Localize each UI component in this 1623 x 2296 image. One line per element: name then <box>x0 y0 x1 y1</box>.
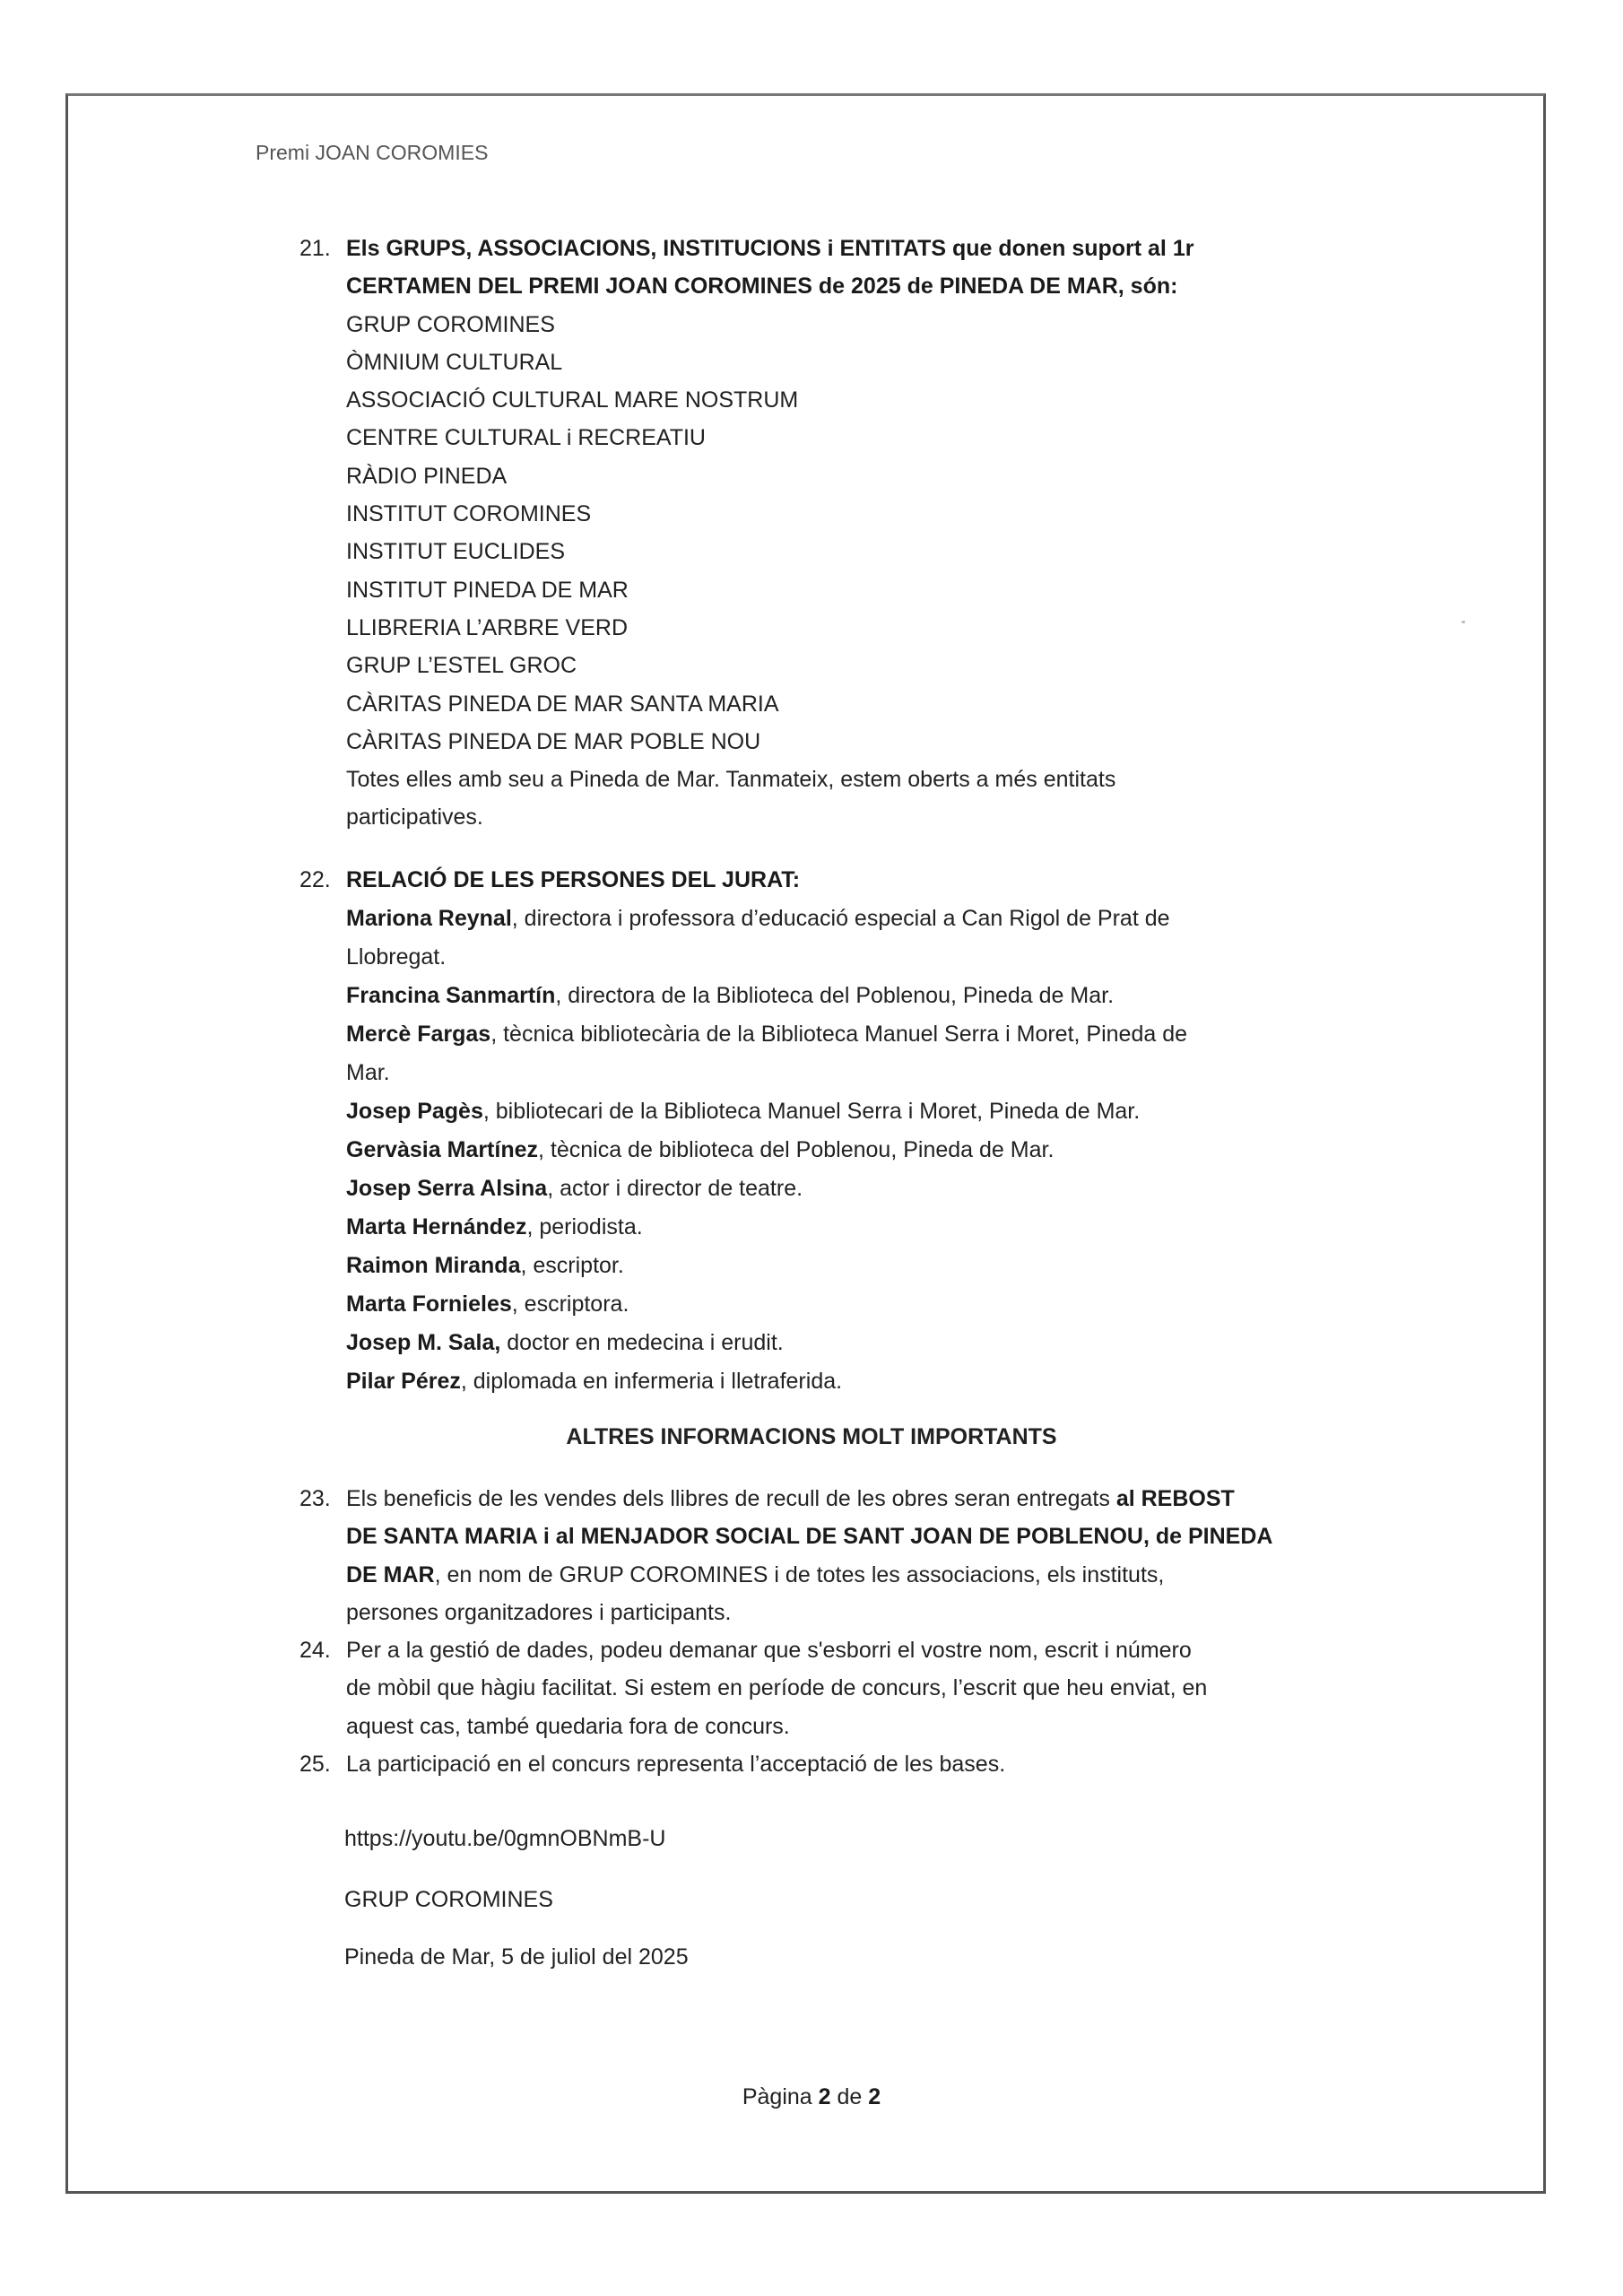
text-line <box>299 1131 1187 1170</box>
text-line <box>299 1631 1272 1669</box>
text: INSTITUT PINEDA DE MAR <box>346 577 629 603</box>
text-line <box>299 798 1193 836</box>
text-line <box>299 647 1193 684</box>
text: La participació en el concurs representa l’acceptació de les bases. <box>346 1752 1006 1778</box>
text-line <box>299 723 1193 761</box>
bold-text: Gervàsia Martínez <box>346 1137 538 1162</box>
text: , directora i professora d’educació especial a Can Rigol de Prat de <box>511 906 1170 931</box>
text: CENTRE CULTURAL i RECREATIU <box>346 425 706 451</box>
text-line <box>299 761 1193 798</box>
other-info-title: ALTRES INFORMACIONS MOLT IMPORTANTS <box>566 1424 1057 1449</box>
item-number: 24. <box>299 1638 331 1664</box>
text-line <box>299 609 1193 647</box>
text: , escriptora. <box>511 1292 629 1317</box>
text-line <box>299 1669 1272 1707</box>
text: , en nom de GRUP COROMINES i de totes les associacions, els instituts, <box>434 1561 1165 1587</box>
text: Llobregat. <box>346 944 447 970</box>
bold-text: Marta Hernández <box>346 1214 527 1239</box>
signature: GRUP COROMINES <box>344 1887 553 1912</box>
text-line <box>299 1480 1272 1518</box>
text-line <box>299 1170 1187 1208</box>
text: GRUP L’ESTEL GROC <box>346 653 577 679</box>
text: , diplomada en infermeria i lletraferida. <box>460 1369 843 1394</box>
text-line <box>299 1556 1272 1594</box>
section-21 <box>299 230 1193 837</box>
text-line <box>299 267 1193 305</box>
page-current: 2 <box>818 2084 831 2109</box>
bold-text: Pilar Pérez <box>346 1369 461 1394</box>
bold-text: Francina Sanmartín <box>346 983 556 1008</box>
text: , tècnica bibliotecària de la Biblioteca Manuel Serra i Moret, Pineda de <box>490 1022 1188 1047</box>
text: INSTITUT EUCLIDES <box>346 539 566 565</box>
bold-text: Mercè Fargas <box>346 1022 491 1047</box>
text: ASSOCIACIÓ CULTURAL MARE NOSTRUM <box>346 387 799 413</box>
text: , tècnica de biblioteca del Poblenou, Pineda de Mar. <box>538 1137 1055 1162</box>
text: INSTITUT COROMINES <box>346 501 592 527</box>
text: Mar. <box>346 1060 390 1085</box>
page-total: 2 <box>868 2084 881 2109</box>
text-line <box>299 1054 1187 1092</box>
page-prefix: Pàgina <box>742 2084 819 2109</box>
text: CÀRITAS PINEDA DE MAR POBLE NOU <box>346 728 761 754</box>
page-header: Premi JOAN COROMIES <box>256 141 489 164</box>
text: RÀDIO PINEDA <box>346 463 508 489</box>
text-line <box>299 1208 1187 1247</box>
page-number <box>0 2084 1623 2110</box>
text-line <box>299 1247 1187 1285</box>
bold-text: RELACIÓ DE LES PERSONES DEL JURAT: <box>346 867 801 892</box>
text: , escriptor. <box>520 1253 624 1278</box>
text: , actor i director de teatre. <box>547 1176 803 1201</box>
bold-text: Josep M. Sala, <box>346 1330 501 1355</box>
bold-text: CERTAMEN DEL PREMI JOAN COROMINES de 2025 de PINEDA DE MAR, són: <box>346 274 1178 300</box>
text-line <box>299 1362 1187 1401</box>
bold-text: Els GRUPS, ASSOCIACIONS, INSTITUCIONS i ENTITATS que donen suport al 1r <box>346 236 1194 261</box>
bold-text: al REBOST <box>1115 1486 1235 1511</box>
text: Per a la gestió de dades, podeu demanar que s'esborri el vostre nom, escrit i número <box>346 1638 1192 1664</box>
text: de mòbil que hàgiu facilitat. Si estem en període de concurs, l’escrit que heu enviat, en <box>346 1675 1208 1701</box>
scan-speck <box>1462 621 1465 623</box>
page-middle: de <box>830 2084 869 2109</box>
item-number: 21. <box>299 236 331 261</box>
text-line <box>299 685 1193 723</box>
text: , bibliotecari de la Biblioteca Manuel Serra i Moret, Pineda de Mar. <box>482 1099 1141 1124</box>
item-number: 22. <box>299 867 331 892</box>
text-line <box>299 1324 1187 1362</box>
text: , directora de la Biblioteca del Poblenou, Pineda de Mar. <box>555 983 1115 1008</box>
item-number: 23. <box>299 1486 331 1511</box>
place-date: Pineda de Mar, 5 de juliol del 2025 <box>344 1944 689 1970</box>
bold-text: Raimon Miranda <box>346 1253 521 1278</box>
text-line <box>299 495 1193 533</box>
text-line <box>299 938 1187 977</box>
text: GRUP COROMINES <box>346 311 555 337</box>
text-line <box>299 230 1193 267</box>
section-22-jury <box>299 861 1187 1401</box>
text-line <box>299 1015 1187 1054</box>
text: aquest cas, també quedaria fora de concurs. <box>346 1713 790 1739</box>
text-line <box>299 977 1187 1015</box>
text-line <box>299 900 1187 938</box>
text-line <box>299 1708 1272 1745</box>
text-line <box>299 1745 1272 1783</box>
text-line <box>299 381 1193 419</box>
text: participatives. <box>346 804 483 831</box>
text-line <box>299 1285 1187 1324</box>
text-line <box>299 344 1193 381</box>
text: ÒMNIUM CULTURAL <box>346 349 563 375</box>
bold-text: Josep Serra Alsina <box>346 1176 548 1201</box>
bold-text: Marta Fornieles <box>346 1292 512 1317</box>
text-line <box>299 419 1193 457</box>
text-line <box>299 306 1193 344</box>
text-line <box>299 457 1193 495</box>
text: CÀRITAS PINEDA DE MAR SANTA MARIA <box>346 691 779 717</box>
text-line <box>299 1518 1272 1555</box>
text: , periodista. <box>526 1214 643 1239</box>
bold-text: DE MAR <box>346 1561 435 1587</box>
bold-text: Josep Pagès <box>346 1099 483 1124</box>
bold-text: Mariona Reynal <box>346 906 512 931</box>
text: persones organitzadores i participants. <box>346 1599 732 1625</box>
item-number: 25. <box>299 1752 331 1778</box>
text-line <box>299 1092 1187 1131</box>
bold-text: DE SANTA MARIA i al MENJADOR SOCIAL DE SANT JOAN DE POBLENOU, de PINEDA <box>346 1524 1273 1550</box>
text: Els beneficis de les vendes dels llibres de recull de les obres seran entregats <box>346 1486 1116 1511</box>
text: LLIBRERIA L’ARBRE VERD <box>346 614 629 640</box>
section-23-25 <box>299 1480 1272 1783</box>
text: doctor en medecina i erudit. <box>500 1330 784 1355</box>
text-line <box>299 861 1187 900</box>
text-line <box>299 571 1193 609</box>
text: Totes elles amb seu a Pineda de Mar. Tanmateix, estem oberts a més entitats <box>346 767 1116 793</box>
youtube-link[interactable]: https://youtu.be/0gmnOBNmB-U <box>344 1826 666 1851</box>
text-line <box>299 1594 1272 1631</box>
text-line <box>299 533 1193 570</box>
